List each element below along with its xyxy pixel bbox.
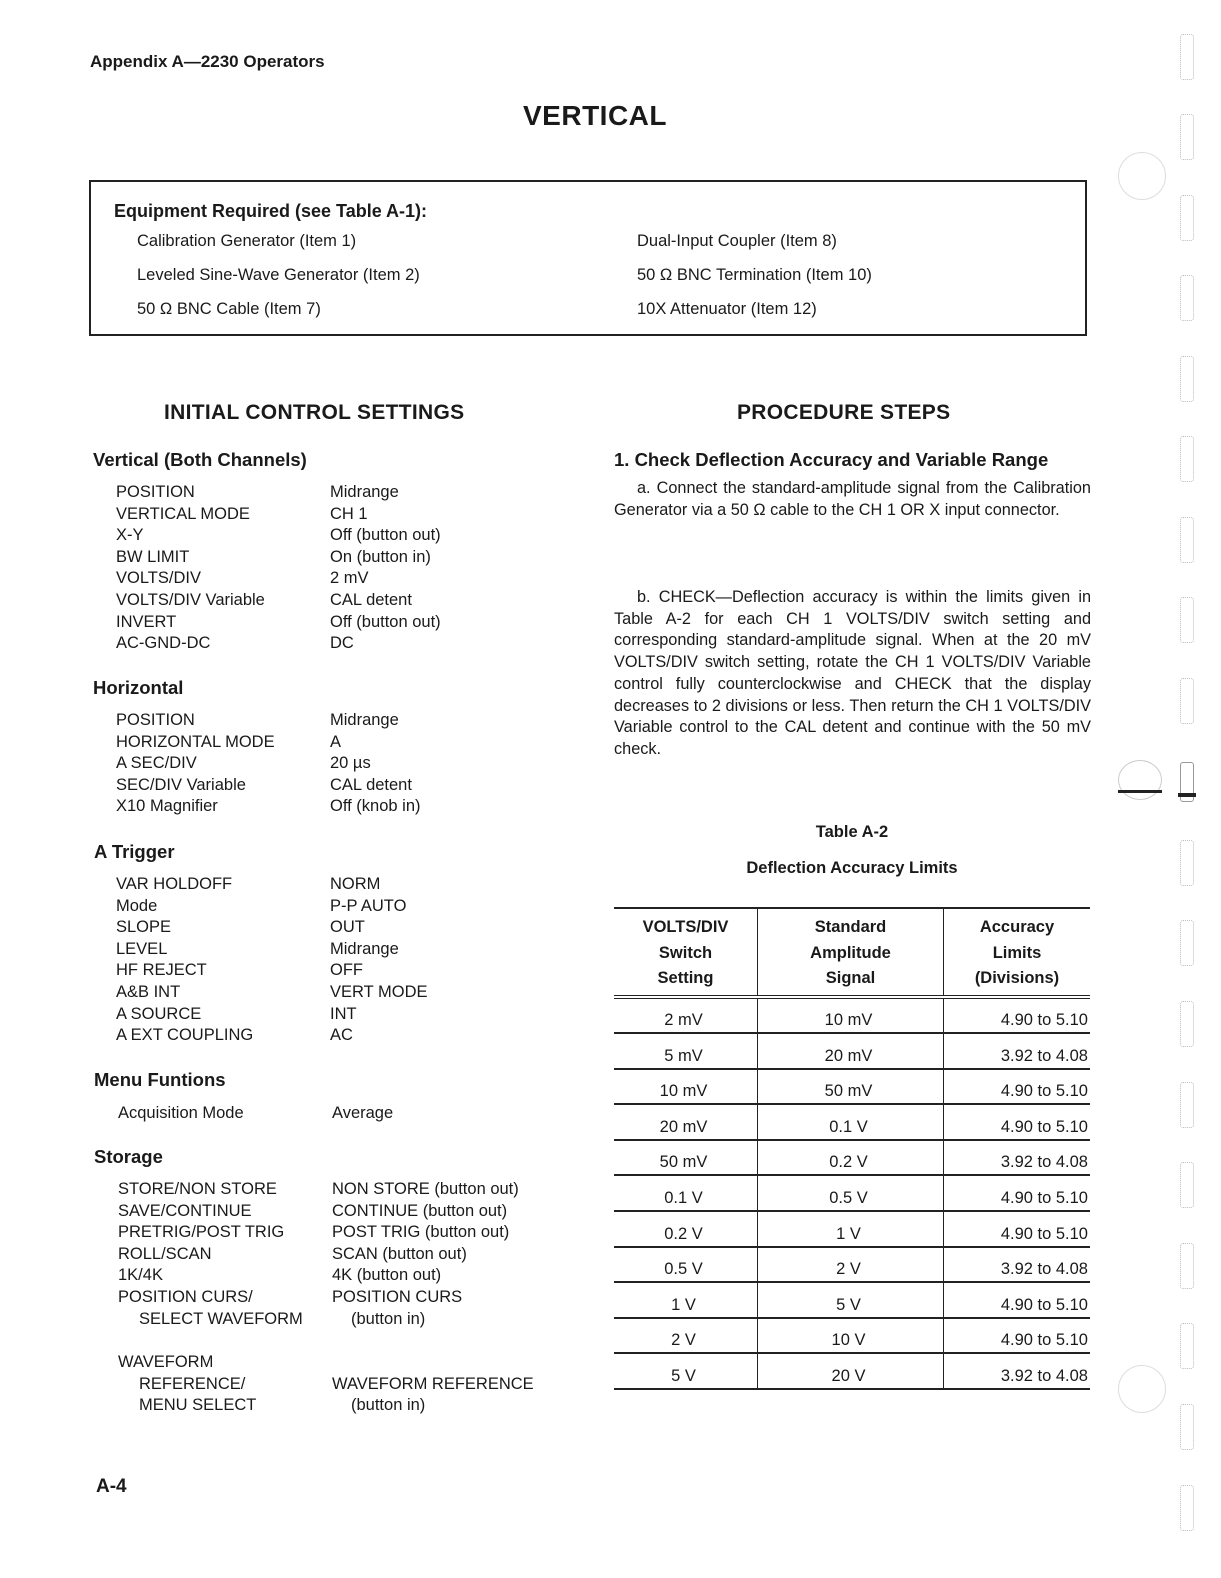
binder-slot (1180, 678, 1194, 724)
table-row (614, 1247, 1090, 1283)
header-line: Limits (992, 943, 1042, 962)
table-cell: 50 mV (758, 1069, 944, 1105)
setting-value: Off (knob in) (330, 797, 421, 816)
binder-slot (1180, 34, 1194, 80)
step-title: 1. Check Deflection Accuracy and Variable Range (614, 449, 1049, 470)
equipment-item: Leveled Sine-Wave Generator (Item 2) (137, 266, 420, 284)
setting-label: X10 Magnifier (116, 797, 218, 816)
page-title: VERTICAL (523, 100, 667, 131)
header-line: Accuracy (979, 918, 1055, 936)
table-cell: 10 V (758, 1318, 944, 1354)
table-cell: 3.92 to 4.08 (944, 1140, 1091, 1176)
setting-value: Midrange (330, 939, 399, 958)
setting-value: POST TRIG (button out) (332, 1223, 510, 1242)
setting-label: VAR HOLDOFF (116, 875, 233, 893)
table-title: Deflection Accuracy Limits (746, 859, 958, 877)
group-title-storage: Storage (94, 1146, 163, 1167)
table-cell: 4.90 to 5.10 (944, 1175, 1091, 1211)
binder-slot (1180, 114, 1194, 160)
setting-value: (button in) (351, 1396, 426, 1415)
setting-label: VOLTS/DIV Variable (116, 591, 265, 609)
binder-slot (1180, 840, 1194, 886)
equipment-item: 50 Ω BNC Termination (Item 10) (637, 266, 872, 284)
header-line: Signal (825, 969, 876, 987)
setting-value: Midrange (330, 483, 399, 501)
table-cell: 0.5 V (758, 1175, 944, 1211)
table-cell: 0.2 V (614, 1211, 758, 1247)
table-cell: 1 V (758, 1211, 944, 1247)
table-row (614, 1104, 1090, 1140)
table-cell: 2 V (614, 1318, 758, 1354)
binder-slot (1180, 1082, 1194, 1128)
setting-label: LEVEL (116, 939, 168, 958)
setting-label: X-Y (116, 526, 144, 545)
setting-value: 20 µs (330, 754, 371, 773)
table-cell: 50 mV (614, 1140, 758, 1176)
group-title-menu-functions: Menu Funtions (94, 1069, 226, 1090)
table-row (614, 1211, 1090, 1247)
setting-label: POSITION (116, 483, 195, 501)
table-cell: 0.2 V (758, 1140, 944, 1176)
setting-value: (button in) (351, 1309, 426, 1328)
setting-value: OUT (330, 918, 365, 937)
setting-value: CAL detent (330, 591, 412, 609)
table-cell: 3.92 to 4.08 (944, 1247, 1091, 1283)
setting-label: Mode (116, 896, 158, 915)
binder-slot (1180, 1243, 1194, 1289)
step-paragraph-b: b. CHECK—Deflection accuracy is within the limits given in Table A-2 for each CH 1 VOLTS/DIV switch setting and corresponding standard-amplitude signal. When at the 20 mV VOLTS/DIV switch setting, rotate the CH 1 VOLTS/DIV Variable control fully counterclockwise and CHECK that the display decreases to 2 divisions or less. Then return the CH 1 VOLTS/DIV Variable control to the CAL detent and continue with the 50 mV check. (614, 588, 1091, 758)
setting-value: Off (button out) (330, 612, 441, 631)
setting-label: 1K/4K (118, 1266, 163, 1285)
binder-slot (1180, 597, 1194, 643)
table-cell: 0.1 V (758, 1104, 944, 1140)
binder-slot (1180, 517, 1194, 563)
header-line: VOLTS/DIV (642, 918, 729, 936)
setting-label: BW LIMIT (116, 547, 190, 566)
table-cell: 20 V (758, 1353, 944, 1389)
table-cell: 4.90 to 5.10 (944, 1104, 1091, 1140)
table-row (614, 1175, 1090, 1211)
punch-hole (1118, 760, 1162, 800)
setting-value: CAL detent (330, 775, 412, 794)
header-line: Setting (657, 969, 714, 987)
setting-label: HF REJECT (116, 961, 207, 980)
header-line: (Divisions) (974, 969, 1060, 987)
procedure-heading: PROCEDURE STEPS (737, 401, 951, 424)
binder-slot (1180, 920, 1194, 966)
table-cell: 5 mV (614, 1033, 758, 1069)
column-header (614, 908, 758, 997)
table-cell: 4.90 to 5.10 (944, 1069, 1091, 1105)
table-cell: 2 V (758, 1247, 944, 1283)
setting-label: A SOURCE (116, 1004, 202, 1023)
setting-label: REFERENCE/ (139, 1374, 246, 1393)
table-cell: 10 mV (614, 1069, 758, 1105)
punch-hole (1118, 152, 1166, 200)
table-cell: 4.90 to 5.10 (944, 997, 1091, 1034)
equipment-item: Dual-Input Coupler (Item 8) (637, 232, 837, 250)
table-cell: 0.1 V (614, 1175, 758, 1211)
setting-value: WAVEFORM REFERENCE (332, 1374, 534, 1393)
setting-label: PRETRIG/POST TRIG (118, 1223, 285, 1242)
setting-label: POSITION (116, 711, 195, 729)
binder-slot (1180, 1404, 1194, 1450)
setting-value: DC (330, 634, 354, 653)
binder-mark (1178, 793, 1196, 797)
setting-label: VERTICAL MODE (116, 504, 250, 523)
binder-slot (1180, 1485, 1194, 1531)
table-cell: 2 mV (614, 997, 758, 1034)
binder-slot (1180, 275, 1194, 321)
table-row (614, 1282, 1090, 1318)
column-header (944, 908, 1091, 997)
setting-value: P-P AUTO (330, 896, 407, 915)
setting-value: AC (330, 1026, 353, 1045)
punch-hole (1118, 1365, 1166, 1413)
binder-slot (1180, 195, 1194, 241)
deflection-accuracy-table (614, 907, 1090, 1390)
table-row (614, 1318, 1090, 1354)
equipment-title: Equipment Required (see Table A-1): (114, 201, 428, 221)
setting-label: AC-GND-DC (116, 634, 211, 653)
table-row (614, 1069, 1090, 1105)
page-number: A-4 (96, 1476, 127, 1497)
table-cell: 5 V (614, 1353, 758, 1389)
setting-value: NORM (330, 875, 381, 893)
setting-value: A (330, 732, 342, 751)
equipment-item: 50 Ω BNC Cable (Item 7) (137, 300, 321, 318)
setting-label: MENU SELECT (139, 1396, 257, 1415)
binder-mark (1118, 790, 1162, 793)
table-cell: 5 V (758, 1282, 944, 1318)
setting-value: Average (332, 1104, 394, 1122)
table-cell: 3.92 to 4.08 (944, 1033, 1091, 1069)
setting-value: OFF (330, 961, 363, 980)
setting-label: VOLTS/DIV (116, 569, 201, 588)
setting-label: SELECT WAVEFORM (139, 1309, 303, 1328)
header-line: Switch (658, 943, 713, 962)
binder-slot (1180, 1323, 1194, 1369)
setting-value: INT (330, 1004, 357, 1023)
table-cell: 3.92 to 4.08 (944, 1353, 1091, 1389)
table-cell: 4.90 to 5.10 (944, 1318, 1091, 1354)
table-row (614, 1353, 1090, 1389)
table-label: Table A-2 (815, 823, 889, 841)
binder-slot (1180, 356, 1194, 402)
table-cell: 10 mV (758, 997, 944, 1034)
equipment-item: Calibration Generator (Item 1) (137, 232, 357, 250)
setting-value: Off (button out) (330, 526, 441, 545)
table-cell: 20 mV (758, 1033, 944, 1069)
header-line: Standard (814, 918, 887, 936)
setting-value: CONTINUE (button out) (332, 1201, 508, 1220)
setting-label: INVERT (116, 612, 177, 631)
setting-value: On (button in) (330, 547, 431, 566)
setting-value: 2 mV (330, 569, 369, 588)
table-row (614, 1140, 1090, 1176)
binder-slot (1180, 1001, 1194, 1047)
setting-label: SLOPE (116, 918, 172, 937)
setting-value: VERT MODE (330, 983, 428, 1001)
equipment-box (89, 180, 1087, 336)
setting-label: WAVEFORM (118, 1353, 214, 1371)
step-paragraph-a: a. Connect the standard-amplitude signal from the Calibration Generator via a 50 Ω cable to the CH 1 OR X input connector. (614, 479, 1091, 519)
setting-label: Acquisition Mode (118, 1104, 244, 1122)
setting-label: HORIZONTAL MODE (116, 732, 275, 751)
table-cell: 1 V (614, 1282, 758, 1318)
group-title-a-trigger: A Trigger (94, 841, 175, 862)
setting-value: 4K (button out) (332, 1266, 442, 1285)
setting-label: STORE/NON STORE (118, 1180, 277, 1198)
setting-value: CH 1 (330, 504, 368, 523)
table-cell: 0.5 V (614, 1247, 758, 1283)
running-header: Appendix A—2230 Operators (90, 52, 325, 71)
setting-label: SAVE/CONTINUE (118, 1201, 252, 1220)
table-cell: 4.90 to 5.10 (944, 1211, 1091, 1247)
setting-label: SEC/DIV Variable (116, 775, 246, 794)
setting-label: A&B INT (116, 983, 181, 1001)
column-header (758, 908, 944, 997)
setting-label: ROLL/SCAN (118, 1244, 212, 1263)
initial-settings-heading: INITIAL CONTROL SETTINGS (164, 401, 465, 424)
setting-label: A EXT COUPLING (116, 1026, 254, 1045)
binder-slot (1180, 1162, 1194, 1208)
setting-value: NON STORE (button out) (332, 1180, 519, 1198)
table-row (614, 1033, 1090, 1069)
setting-label: A SEC/DIV (116, 754, 197, 773)
setting-label: POSITION CURS/ (118, 1288, 253, 1306)
group-title-horizontal: Horizontal (93, 677, 184, 698)
setting-value: Midrange (330, 711, 399, 729)
table-cell: 20 mV (614, 1104, 758, 1140)
binder-slot (1180, 436, 1194, 482)
header-line: Amplitude (810, 943, 891, 962)
table-row (614, 997, 1090, 1034)
table-cell: 4.90 to 5.10 (944, 1282, 1091, 1318)
group-title-vertical: Vertical (Both Channels) (93, 449, 307, 470)
setting-value: POSITION CURS (332, 1288, 463, 1306)
table-header-row (614, 908, 1090, 997)
setting-value: SCAN (button out) (332, 1244, 467, 1263)
equipment-item: 10X Attenuator (Item 12) (637, 300, 817, 318)
